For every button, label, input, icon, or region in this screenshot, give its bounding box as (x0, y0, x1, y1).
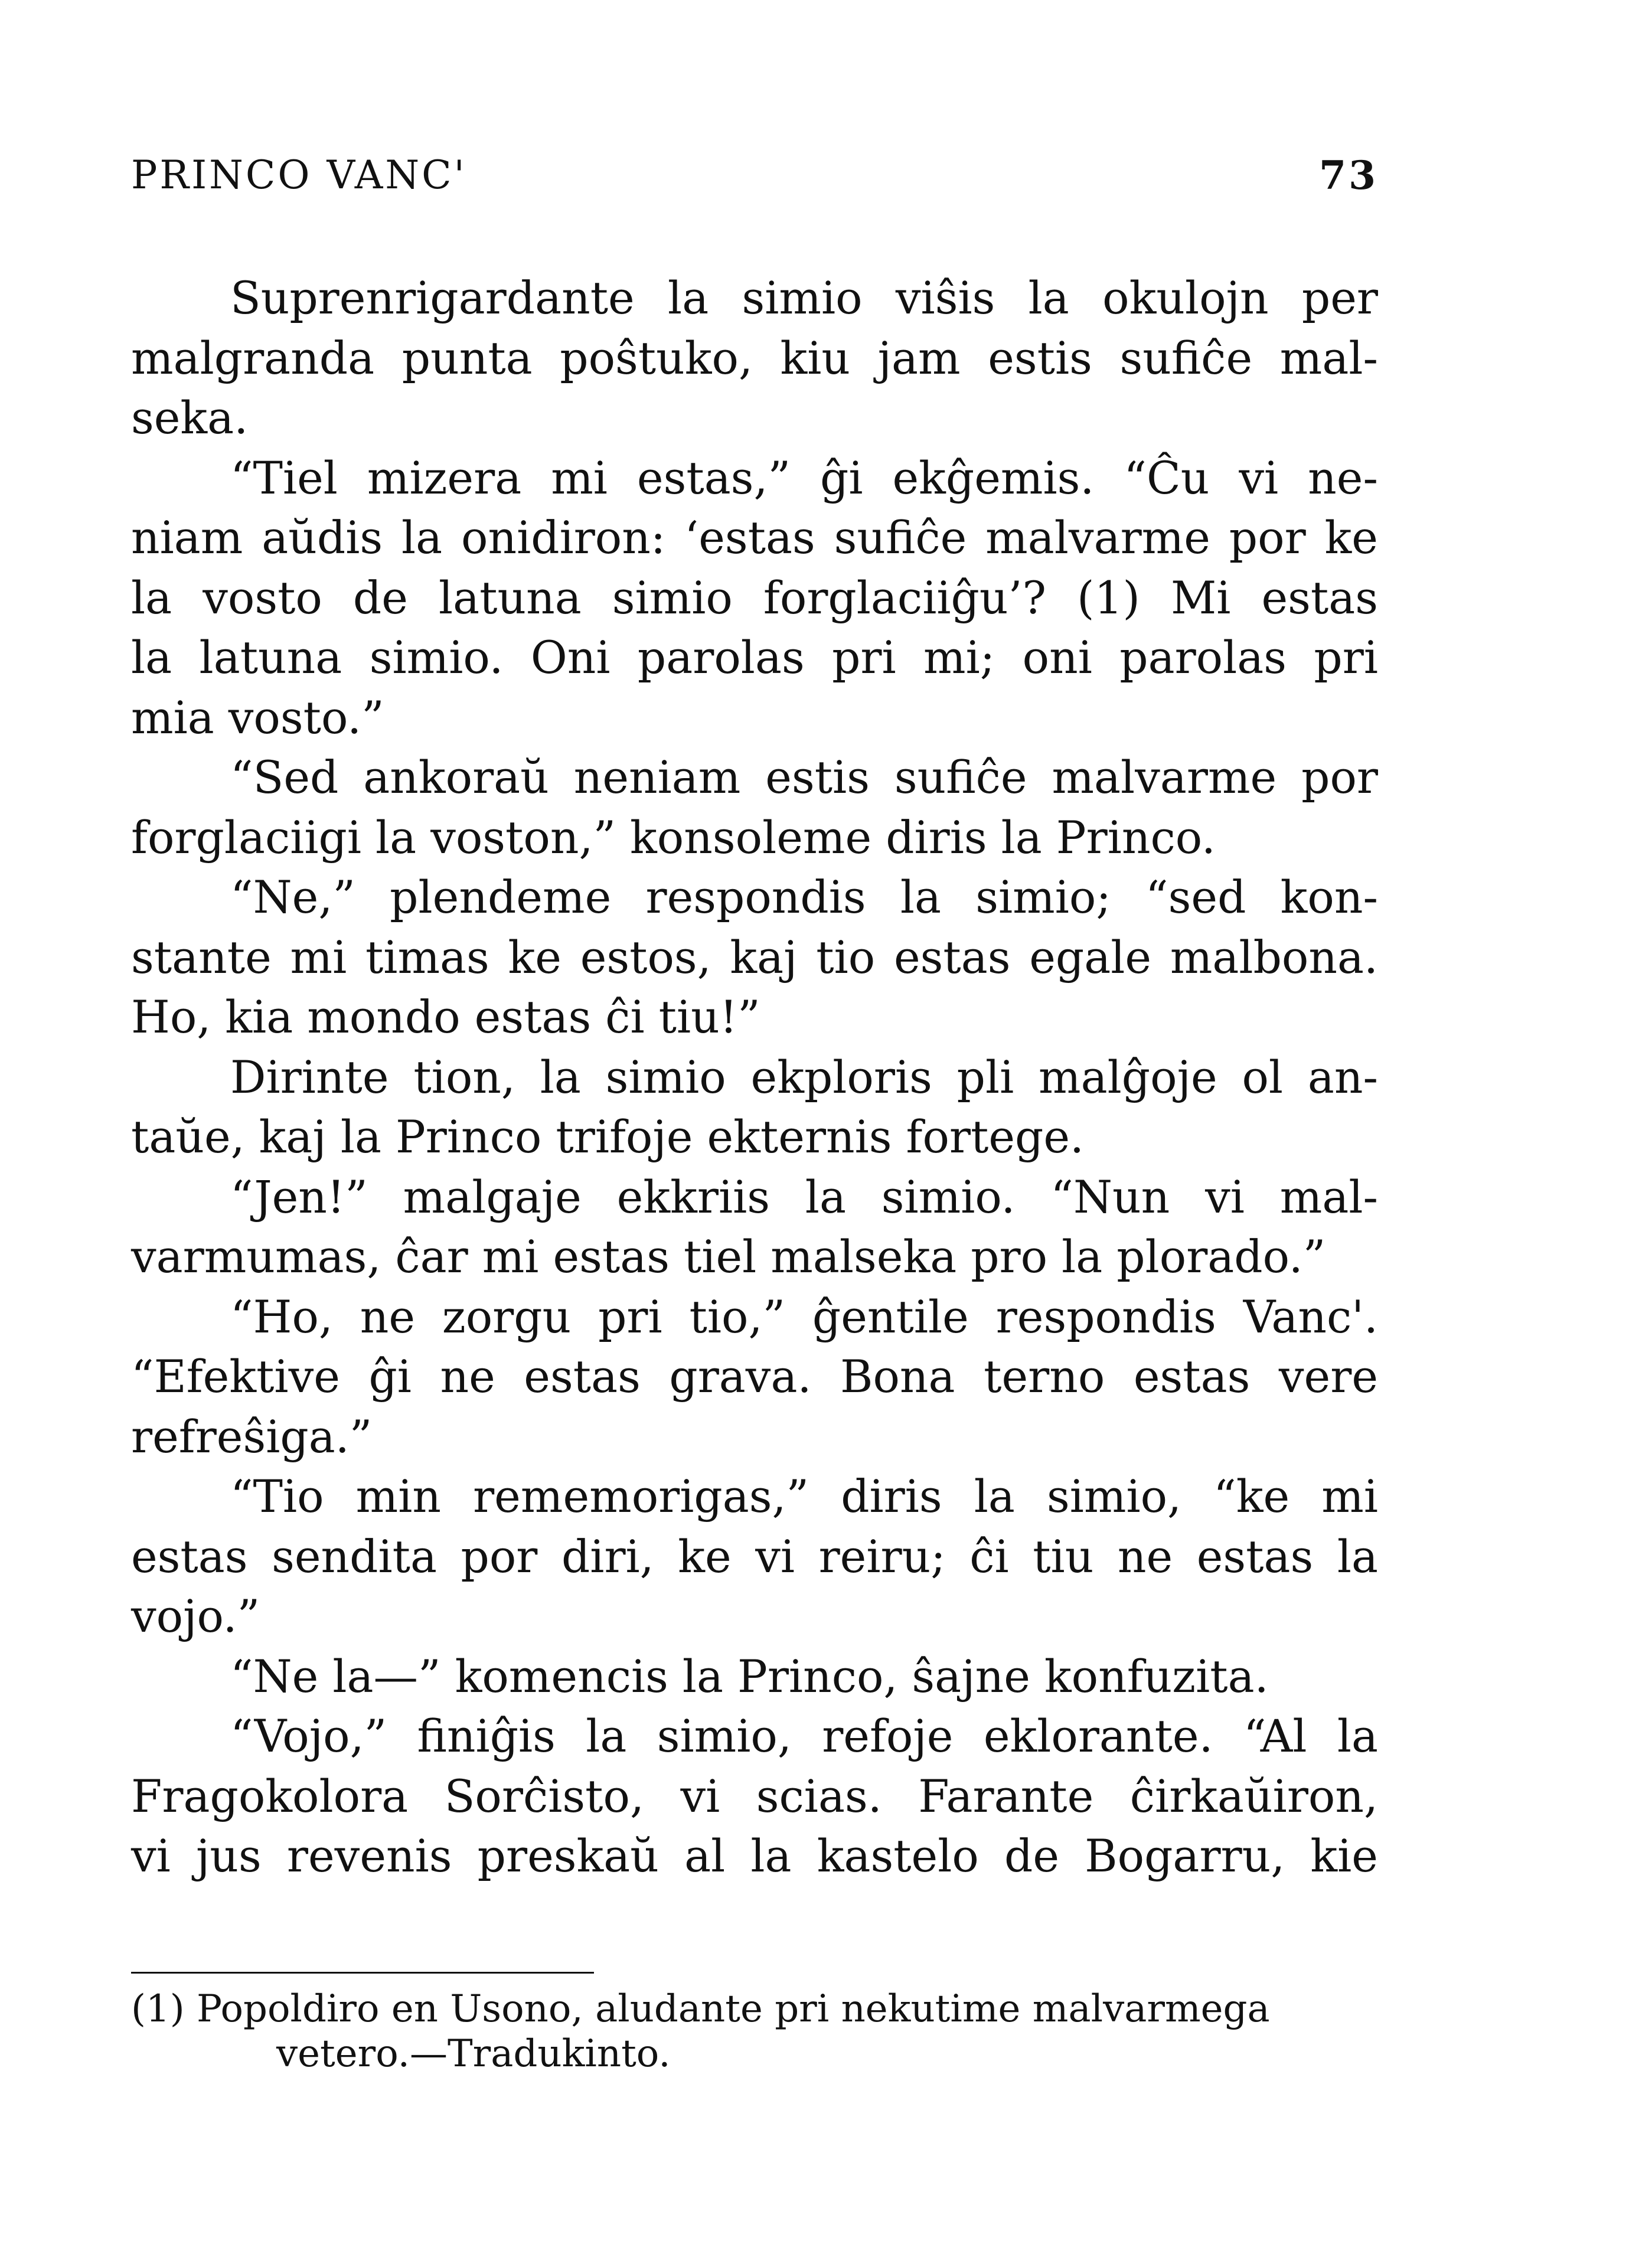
text-line: forglaciigi la voston,” konsoleme diris la Princo. (131, 811, 1216, 864)
text-line: Suprenrigardante la simio viŝis la okulojn per (230, 272, 1378, 324)
body-text (131, 269, 1378, 1887)
text-line: “Tio min rememorigas,” diris la simio, “ke mi (230, 1471, 1378, 1523)
text-line: estas sendita por diri, ke vi reiru; ĉi tiu ne estas la (131, 1530, 1378, 1583)
text-line: Dirinte tion, la simio ekploris pli malĝoje ol an- (230, 1051, 1378, 1103)
text-line: “Ne la—” komencis la Princo, ŝajne konfuzita. (230, 1650, 1269, 1703)
page-number: 73 (1319, 152, 1378, 198)
text-line: varmumas, ĉar mi estas tiel malseka pro la plorado.” (131, 1231, 1326, 1283)
text-line: niam aŭdis la onidiron: ‘estas sufiĉe malvarme por ke (131, 512, 1378, 564)
text-line: la latuna simio. Oni parolas pri mi; oni parolas pri (131, 632, 1378, 684)
text-line: Fragokolora Sorĉisto, vi scias. Farante ĉirkaŭiron, (131, 1770, 1378, 1822)
text-line: “Tiel mizera mi estas,” ĝi ekĝemis. “Ĉu vi ne- (230, 452, 1378, 504)
text-line: “Vojo,” finiĝis la simio, refoje eklorante. “Al la (230, 1710, 1378, 1762)
footnote (131, 1987, 1378, 2076)
text-line: vi jus revenis preskaŭ al la kastelo de Bogarru, kie (131, 1830, 1378, 1882)
running-head-title: PRINCO VANC' (131, 152, 467, 198)
footnote-line: vetero.—Tradukinto. (276, 2032, 671, 2076)
text-line: “Efektive ĝi ne estas grava. Bona terno estas vere (131, 1351, 1378, 1403)
text-line: “Sed ankoraŭ neniam estis sufiĉe malvarme por (230, 752, 1378, 803)
text-line: “Jen!” malgaje ekkriis la simio. “Nun vi mal- (230, 1171, 1378, 1223)
text-line: malgranda punta poŝtuko, kiu jam estis sufiĉe mal- (131, 332, 1378, 384)
book-page (131, 0, 1378, 2267)
text-line: seka. (131, 392, 249, 444)
text-line: refreŝiga.” (131, 1410, 373, 1463)
text-line: “Ne,” plendeme respondis la simio; “sed kon- (230, 871, 1378, 923)
text-line: Ho, kia mondo estas ĉi tiu!” (131, 991, 760, 1043)
text-line: taŭe, kaj la Princo trifoje ekternis fortege. (131, 1111, 1085, 1163)
footnote-rule (131, 1972, 594, 1974)
text-line: la vosto de latuna simio forglaciiĝu’? (1) Mi estas (131, 571, 1378, 624)
text-line: stante mi timas ke estos, kaj tio estas egale malbona. (131, 931, 1378, 984)
running-head (131, 152, 1378, 211)
footnote-line: (1) Popoldiro en Usono, aludante pri nekutime malvarmega (131, 1987, 1270, 2031)
text-line: “Ho, ne zorgu pri tio,” ĝentile respondis Vanc'. (230, 1291, 1378, 1343)
text-line: vojo.” (131, 1590, 260, 1642)
text-line: mia vosto.” (131, 691, 384, 744)
